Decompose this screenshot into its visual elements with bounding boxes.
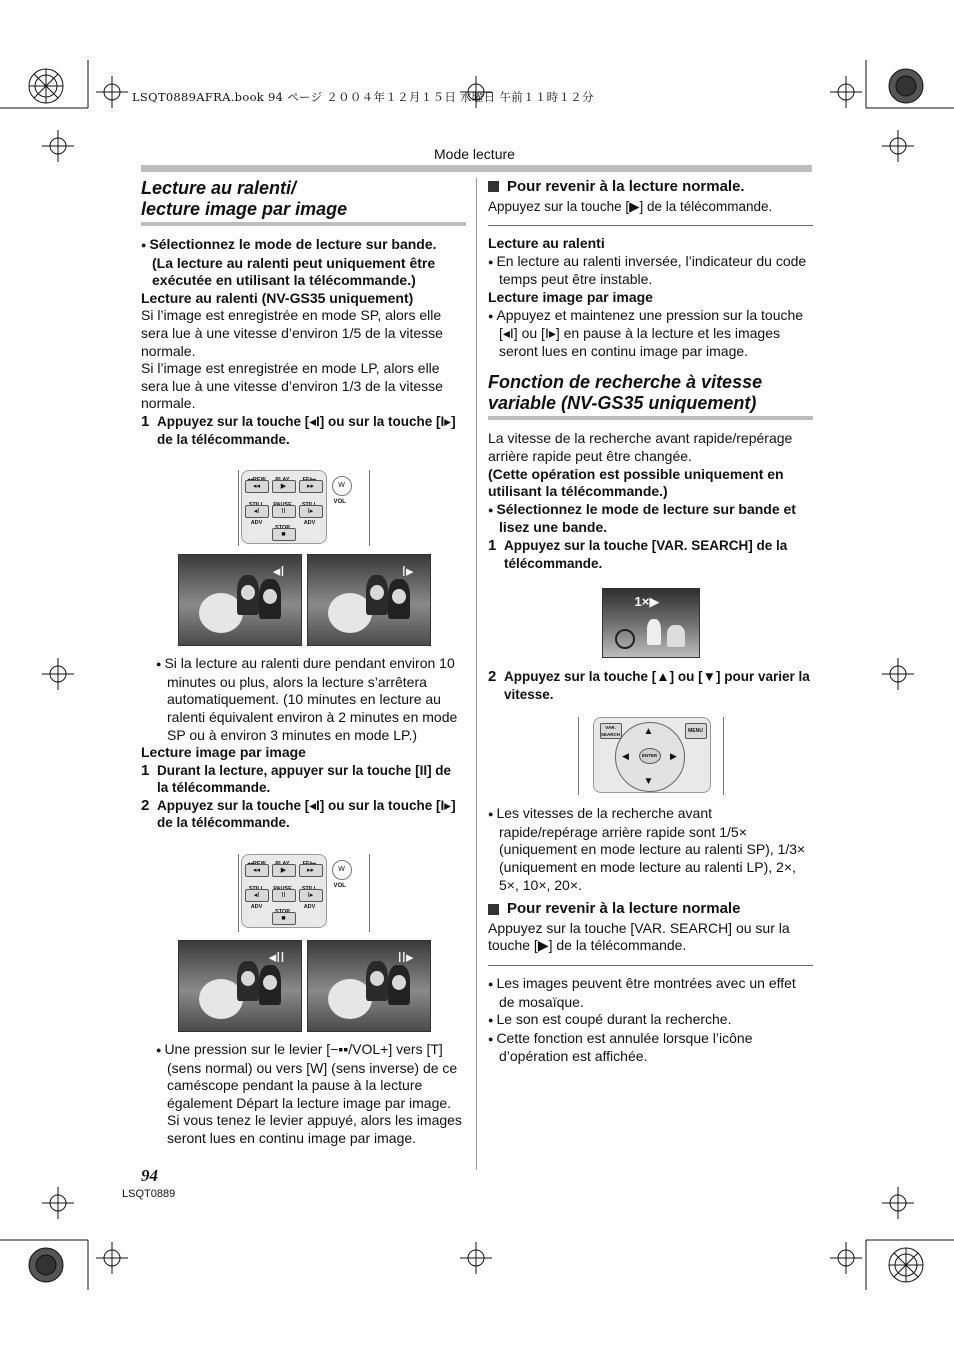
rule <box>488 965 813 966</box>
remote-illustration-2 <box>238 854 370 932</box>
starburst-bottom-right <box>889 1248 923 1282</box>
ff-button: ▸▸ <box>299 864 323 877</box>
frame-heading-right: Lecture image par image <box>488 288 653 305</box>
still-adv-right-button: I▸ <box>299 505 323 518</box>
search-intro: La vitesse de la recherche avant rapide/repérage arrière rapide peut être changée. <box>488 430 793 464</box>
rew-button: ◂◂ <box>245 864 269 877</box>
document-code: LSQT0889 <box>122 1188 176 1200</box>
file-header: LSQT0889AFRA.book 94 ページ ２００４年１２月１５日 水曜日 午前１１時１２分 <box>132 90 594 104</box>
step-text: Appuyez sur la touche [▲] ou [▼] pour varier la vitesse. <box>504 669 810 702</box>
left-title-line2: lecture image par image <box>141 199 348 219</box>
rule <box>488 225 813 226</box>
vol-label: VOL <box>333 883 346 890</box>
search-step-1 <box>488 537 813 572</box>
photo-reverse-slow <box>178 554 302 646</box>
pause-button: II <box>272 889 296 902</box>
slow-heading-right: Lecture au ralenti <box>488 235 605 252</box>
vol-label: VOL <box>333 499 346 506</box>
play-button: ▶ <box>272 864 296 877</box>
note-sound-muted: ● Le son est coupé durant la recherche. <box>488 1011 813 1030</box>
slow-lp-text: Si l’image est enregistrée en mode LP, alors elle sera lue à une vitesse d’environ 1/3 de la vitesse normale. <box>141 360 443 412</box>
note-mosaic: ● Les images peuvent être montrées avec un effet de mosaïque. <box>488 975 813 1011</box>
lever-note: ● Une pression sur le levier [−▪▪/VOL+] vers [T] (sens normal) ou vers [W] (sens inverse) de ce caméscope pendant la pause à la lecture également Départ la lecture image par image. Si vous tenez le levier appuyé, alors les images seront lues en continu image par image. <box>141 1041 466 1148</box>
crosshair-12 <box>830 1242 862 1274</box>
frame-heading: Lecture image par image <box>141 744 306 761</box>
left-title-line1: Lecture au ralenti/ <box>141 178 297 198</box>
left-arrow-icon: ◀ <box>622 751 629 762</box>
photo-pair-2 <box>178 940 430 1032</box>
zoom-w-label: W <box>332 860 352 880</box>
left-column <box>141 178 466 1148</box>
slow-step-1 <box>141 413 466 448</box>
zoom-w-label: W <box>332 476 352 496</box>
square-bullet-icon <box>488 904 499 915</box>
step-number: 1 <box>141 412 150 430</box>
frame-step-1 <box>141 762 466 797</box>
right-arrow-icon: ▶ <box>670 751 677 762</box>
return-normal-heading-2 <box>488 900 813 918</box>
step-number: 2 <box>488 668 497 686</box>
column-divider <box>476 178 477 1170</box>
slow-auto-stop-note: ● Si la lecture au ralenti dure pendant environ 10 minutes ou plus, alors la lecture s’arrêtera automatiquement. (10 minutes en lecture au ralenti équivalent environ à 2 minutes en mode SP ou à environ 3 minutes en mode LP.) <box>141 655 466 744</box>
menu-button: MENU <box>685 723 707 739</box>
still-adv-left-label: ADV <box>250 903 263 910</box>
heading-text: Pour revenir à la lecture normale <box>507 900 741 918</box>
square-bullet-icon <box>488 181 499 192</box>
photo-forward-slow <box>307 554 431 646</box>
step-text: Appuyez sur la touche [◂I] ou sur la touche [I▸] de la télécommande. <box>157 797 456 831</box>
right-title-line2: variable (NV-GS35 uniquement) <box>488 393 757 414</box>
up-arrow-icon: ▲ <box>643 726 654 738</box>
photo-forward-frame <box>307 940 431 1032</box>
remote-illustration-1 <box>238 470 370 546</box>
crosshair-3 <box>830 76 862 108</box>
down-arrow-icon: ▼ <box>643 776 654 788</box>
section-label: Mode lecture <box>434 146 515 162</box>
still-adv-right-label: ADV <box>303 903 316 910</box>
return-normal-text: Appuyez sur la touche [▶] de la télécommande. <box>488 198 773 214</box>
play-button: ▶ <box>272 480 296 493</box>
step-number: 1 <box>141 761 150 779</box>
return-normal-heading <box>488 178 813 196</box>
still-adv-right-button: I▸ <box>299 889 323 902</box>
step-number: 1 <box>488 536 497 554</box>
note-cancelled: ● Cette fonction est annulée lorsque l’icône d’opération est affichée. <box>488 1030 813 1066</box>
remote-dpad-illustration <box>578 717 724 795</box>
crosshair-6 <box>42 658 74 690</box>
crosshair-9 <box>882 1187 914 1219</box>
select-mode-bullet: ● Sélectionnez le mode de lecture sur bande. <box>141 236 466 255</box>
left-title <box>141 178 466 220</box>
crosshair-4 <box>42 130 74 162</box>
starburst-top-right <box>889 69 923 103</box>
crosshair-11 <box>460 1242 492 1274</box>
still-adv-right-label: ADV <box>303 519 316 526</box>
right-title-line1: Fonction de recherche à vitesse <box>488 372 763 393</box>
photo-pair-1 <box>178 554 430 646</box>
speeds-note: ● Les vitesses de la recherche avant rapide/repérage arrière rapide sont 1/5× (uniquement en mode lecture au ralenti SP), 1/3× (uniquement en mode lecture au ralenti LP), 2×, 5×, 10×, 20×. <box>488 805 813 894</box>
search-intro-note: (Cette opération est possible uniquement en utilisant la télécommande.) <box>488 465 784 500</box>
slow-sp-text: Si l’image est enregistrée en mode SP, alors elle sera lue à une vitesse d’environ 1/5 de la vitesse normale. <box>141 307 443 359</box>
rew-button: ◂◂ <box>245 480 269 493</box>
still-adv-left-button: ◂I <box>245 505 269 518</box>
top-rule <box>141 165 812 172</box>
slow-reverse-icon: ◂I <box>272 563 285 581</box>
search-select-bullet: ● Sélectionnez le mode de lecture sur bande et lisez une bande. <box>488 501 813 537</box>
speed-indicator: 1×▶ <box>634 594 660 610</box>
page-number: 94 <box>141 1166 158 1185</box>
search-screen <box>602 588 700 658</box>
heading-text: Pour revenir à la lecture normale. <box>507 178 745 195</box>
left-title-rule <box>141 222 466 226</box>
slow-timecode-note: ● En lecture au ralenti inversée, l’indicateur du code temps peut être instable. <box>488 253 813 289</box>
still-adv-left-button: ◂I <box>245 889 269 902</box>
slow-heading: Lecture au ralenti (NV-GS35 uniquement) <box>141 289 414 306</box>
var-search-button: VAR. SEARCH <box>600 725 620 738</box>
crosshair-7 <box>882 658 914 690</box>
step-text: Appuyez sur la touche [VAR. SEARCH] de la télécommande. <box>504 537 788 571</box>
stop-button: ■ <box>272 912 296 925</box>
slow-forward-icon: I▸ <box>401 563 414 581</box>
select-mode-note: (La lecture au ralenti peut uniquement être exécutée en utilisant la télécommande.) <box>152 254 436 289</box>
crosshair-8 <box>42 1187 74 1219</box>
right-title-rule <box>488 416 813 420</box>
step-text: Appuyez sur la touche [◂I] ou sur la touche [I▸] de la télécommande. <box>157 413 456 447</box>
frame-reverse-icon: ◂II <box>268 949 285 967</box>
ff-button: ▸▸ <box>299 480 323 493</box>
still-adv-left-label: ADV <box>250 519 263 526</box>
right-column <box>488 178 813 1066</box>
crosshair-10 <box>96 1242 128 1274</box>
starburst-bottom-left <box>29 1248 63 1282</box>
stop-button: ■ <box>272 528 296 541</box>
step-text: Durant la lecture, appuyer sur la touche [II] de la télécommande. <box>157 762 452 796</box>
crosshair-1 <box>96 76 128 108</box>
frame-step-2 <box>141 797 466 832</box>
pause-button: II <box>272 505 296 518</box>
right-title <box>488 372 813 414</box>
crosshair-5 <box>882 130 914 162</box>
frame-forward-icon: II▸ <box>397 949 414 967</box>
starburst-top-left <box>29 69 63 103</box>
search-step-2 <box>488 668 813 703</box>
step-number: 2 <box>141 796 150 814</box>
enter-button: ENTER <box>639 748 661 764</box>
frame-hold-note: ● Appuyez et maintenez une pression sur la touche [◂I] ou [I▸] en pause à la lecture et les images seront lues en continu image par image. <box>488 307 813 361</box>
return-normal-text-2: Appuyez sur la touche [VAR. SEARCH] ou sur la touche [▶] de la télécommande. <box>488 919 790 954</box>
search-screen-figure <box>602 588 700 658</box>
photo-reverse-frame <box>178 940 302 1032</box>
